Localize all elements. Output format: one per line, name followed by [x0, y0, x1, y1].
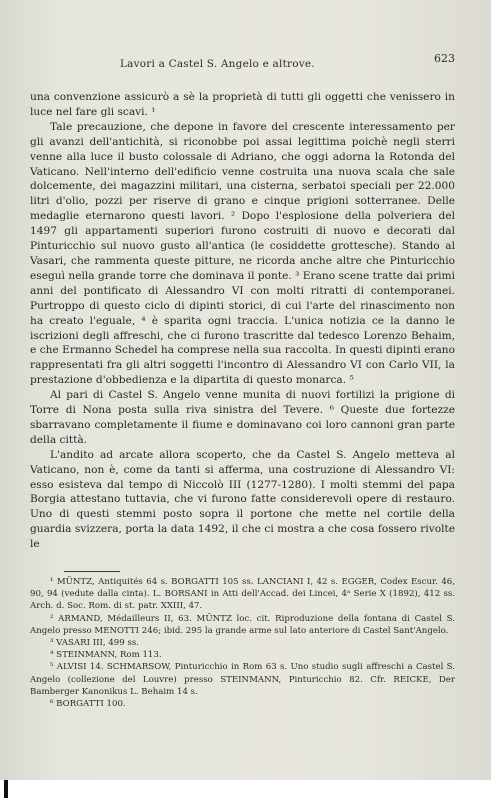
running-title: Lavori a Castel S. Angelo e altrove. — [120, 58, 315, 70]
body-text — [30, 90, 455, 552]
paragraph: Tale precauzione, che depone in favore del crescente interessamento per gli avanzi dell'antichità, si riconobbe poi assai legittima poichè negli sterri venne alla luce il busto colossale di Adriano, che oggi adorna la Rotonda del Vaticano. Nell'interno dell'edificio venne costruita una nuova scala che sale dolcemente, dei magazzini militari, una cisterna, serbatoi speciali per 22.000 litri d'olio, pozzi per riserve di grano e cinque prigioni sotterranee. Delle medaglie eternarono questi lavori. ² Dopo l'esplosione della polveriera del 1497 gli appartamenti superiori furono costruiti di nuovo e decorati dal Pinturicchio sul nuovo gusto all'antica (le cosiddette grottesche). Stando al Vasari, che rammenta queste pitture, ne ricorda anche altre che Pinturicchio eseguì nella grande torre che dominava il ponte. ³ Erano scene tratte dai primi anni del pontificato di Alessandro VI con molti ritratti di contemporanei. Purtroppo di questo ciclo di dipinti storici, di cui l'arte del rinascimento non ha creato l'eguale, ⁴ è sparita ogni traccia. L'unica notizia ce la danno le iscrizioni degli affreschi, che ci furono trascritte dal tedesco Lorenzo Behaim, e che Ermanno Schedel ha comprese nella sua raccolta. In questi dipinti erano rappresentati fra gli altri soggetti l'incontro di Alessandro VI con Carlo VII, la prestazione d'obbedienza e la dipartita di questo monarca. ⁵ — [30, 120, 455, 387]
footnote: ⁴ STEINMANN, Rom 113. — [50, 650, 162, 661]
footnote: ² ARMAND, Médailleurs II, 63. MÜNTZ loc. cit. Riproduzione della fontana di Castel S. Angelo presso MENOTTI 246; ibid. 295 la grande arme sul lato anteriore di Castel Sant'Angelo. — [30, 613, 455, 636]
paragraph: L'andito ad arcate allora scoperto, che da Castel S. Angelo metteva al Vaticano, non è, come da tanti si afferma, una costruzione di Alessandro VI: esso esisteva dal tempo di Niccolò III (1277-1280). I molti stemmi del papa Borgia attestano tuttavia, che vi furono fatte considerevoli opere di restauro. Uno di questi stemmi posto sopra il portone che mette nel cortile della guardia svizzera, porta la data 1492, il che ci mostra a che cosa fossero rivolte le — [30, 448, 455, 551]
footnote: ⁶ BORGATTI 100. — [50, 699, 126, 710]
footnote: ¹ MÜNTZ, Antiquités 64 s. BORGATTI 105 ss. LANCIANI I, 42 s. EGGER, Codex Escur. 46, 90, 94 (vedute dalla cinta). L. BORSANI in Atti dell'Accad. dei Lincei, 4ᵃ Serie X (1892), 412 ss. Arch. d. Soc. Rom. di st. patr. XXIII, 47. — [30, 577, 455, 612]
footnote-divider — [64, 571, 120, 572]
scan-marker — [4, 780, 8, 798]
footnote: ³ VASARI III, 499 ss. — [50, 638, 140, 649]
paragraph: Al pari di Castel S. Angelo venne munita di nuovi fortilizi la prigione di Torre di Nona posta sulla riva sinistra del Tevere. ⁶ Queste due fortezze sbarravano completamente il fiume e dominavano coi loro cannoni gran parte della città. — [30, 389, 455, 446]
footnotes — [30, 576, 455, 710]
page-header — [30, 52, 455, 72]
paragraph: una convenzione assicurò a sè la proprietà di tutti gli oggetti che venissero in luce nel fare gli scavi. ¹ — [30, 91, 455, 118]
scan-margin — [0, 780, 491, 800]
footnote: ⁵ ALVISI 14. SCHMARSOW, Pinturicchio in Rom 63 s. Uno studio sugli affreschi a Castel S. Angelo (collezione del Louvre) presso STEINMANN, Pinturicchio 82. Cfr. REICKE, Der Bamberger Kanonikus L. Behaim 14 s. — [30, 662, 455, 697]
page-number: 623 — [434, 52, 455, 65]
